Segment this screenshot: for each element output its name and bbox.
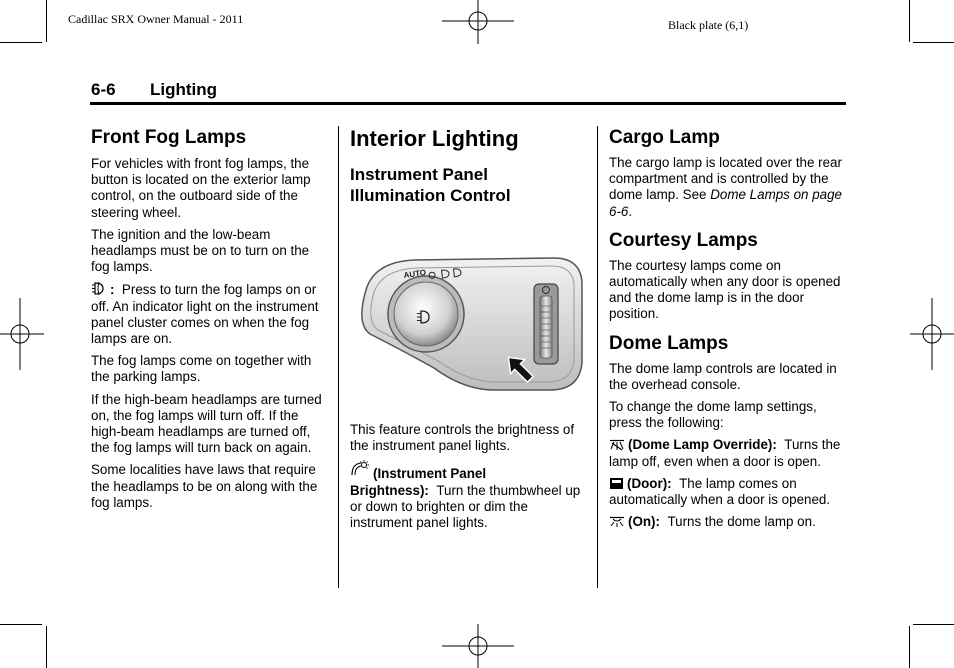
section-number: 6-6 (91, 80, 116, 99)
paragraph (609, 437, 847, 469)
registration-mark-left (0, 296, 44, 372)
instrument-panel-brightness-description: Turn the thumbwheel up or down to brighten or dim the instrument panel lights. (350, 482, 581, 531)
instrument-panel-brightness-icon (350, 460, 370, 477)
header-rule (90, 102, 846, 105)
column-interior-lighting (350, 126, 588, 537)
cargo-lamp-text: The cargo lamp is located over the rear compartment and is controlled by the dome lamp. See (609, 155, 842, 203)
dome-lamp-override-description: Turns the lamp off, even when a door is open. (609, 437, 841, 469)
column-front-fog-lamps (91, 127, 331, 517)
interior-lighting-heading: Interior Lighting (350, 126, 519, 151)
paragraph (91, 281, 331, 347)
registration-mark-bottom (440, 624, 516, 668)
section-name: Lighting (150, 80, 218, 99)
column-cargo-courtesy-dome (609, 127, 847, 536)
door-description: The lamp comes on automatically when a door is opened. (609, 475, 831, 508)
registration-mark-top (440, 0, 516, 44)
paragraph (350, 460, 588, 531)
dome-lamp-on-icon (609, 516, 625, 528)
headlamp-control-figure (354, 250, 586, 400)
dome-lamp-on-label: (On): (628, 514, 660, 530)
instrument-panel-heading: Instrument Panel Illumination Control (350, 165, 511, 205)
courtesy-lamps-heading: Courtesy Lamps (609, 229, 758, 251)
dome-lamp-on-description: Turns the dome lamp on. (667, 514, 816, 530)
dome-lamps-reference[interactable]: Dome Lamps on page 6-6 (609, 187, 842, 219)
paragraph: The fog lamps come on together with the parking lamps. (91, 353, 312, 385)
fog-lamp-separator: : (110, 282, 115, 298)
auto-label: AUTO (403, 267, 427, 280)
registration-mark-right (910, 296, 954, 372)
paragraph: The courtesy lamps come on automatically when any door is opened and the dome lamp is in the door position. (609, 257, 841, 322)
dome-lamp-override-label: (Dome Lamp Override): (628, 437, 777, 453)
paragraph (609, 476, 847, 508)
paragraph: The ignition and the low-beam headlamps must be on to turn on the fog lamps. (91, 226, 310, 275)
fog-lamp-description: Press to turn the fog lamps on or off. An indicator light on the instrument panel cluster comes on when the fog lamps are on. (91, 282, 319, 347)
door-icon (609, 477, 624, 490)
paragraph: To change the dome lamp settings, press the following: (609, 399, 817, 431)
cargo-lamp-heading: Cargo Lamp (609, 127, 720, 148)
column-divider-2 (597, 126, 598, 588)
paragraph (609, 155, 847, 220)
paragraph: Some localities have laws that require the headlamps to be on along with the fog lamps. (91, 462, 318, 510)
cargo-lamp-end: . (628, 203, 633, 219)
paragraph: This feature controls the brightness of the instrument panel lights. (350, 422, 575, 454)
front-fog-lamps-heading: Front Fog Lamps (91, 127, 247, 148)
paragraph: If the high-beam headlamps are turned on, the fog lamps will turn off. If the high-beam headlamps are turned off, the fog lamps will turn back on again. (91, 391, 322, 456)
column-divider-1 (338, 126, 339, 588)
instrument-panel-brightness-label: (Instrument Panel Brightness): (350, 466, 487, 498)
paragraph (609, 514, 847, 530)
plate-label: Black plate (6,1) (668, 18, 749, 32)
paragraph: For vehicles with front fog lamps, the button is located on the exterior lamp control, on the outboard side of the steering wheel. (91, 156, 311, 220)
door-label: (Door): (627, 475, 672, 491)
fog-lamp-icon (91, 281, 107, 296)
paragraph: The dome lamp controls are located in the overhead console. (609, 360, 837, 392)
dome-lamp-override-icon (609, 439, 625, 451)
manual-title: Cadillac SRX Owner Manual - 2011 (68, 12, 244, 26)
dome-lamps-heading: Dome Lamps (609, 332, 729, 354)
